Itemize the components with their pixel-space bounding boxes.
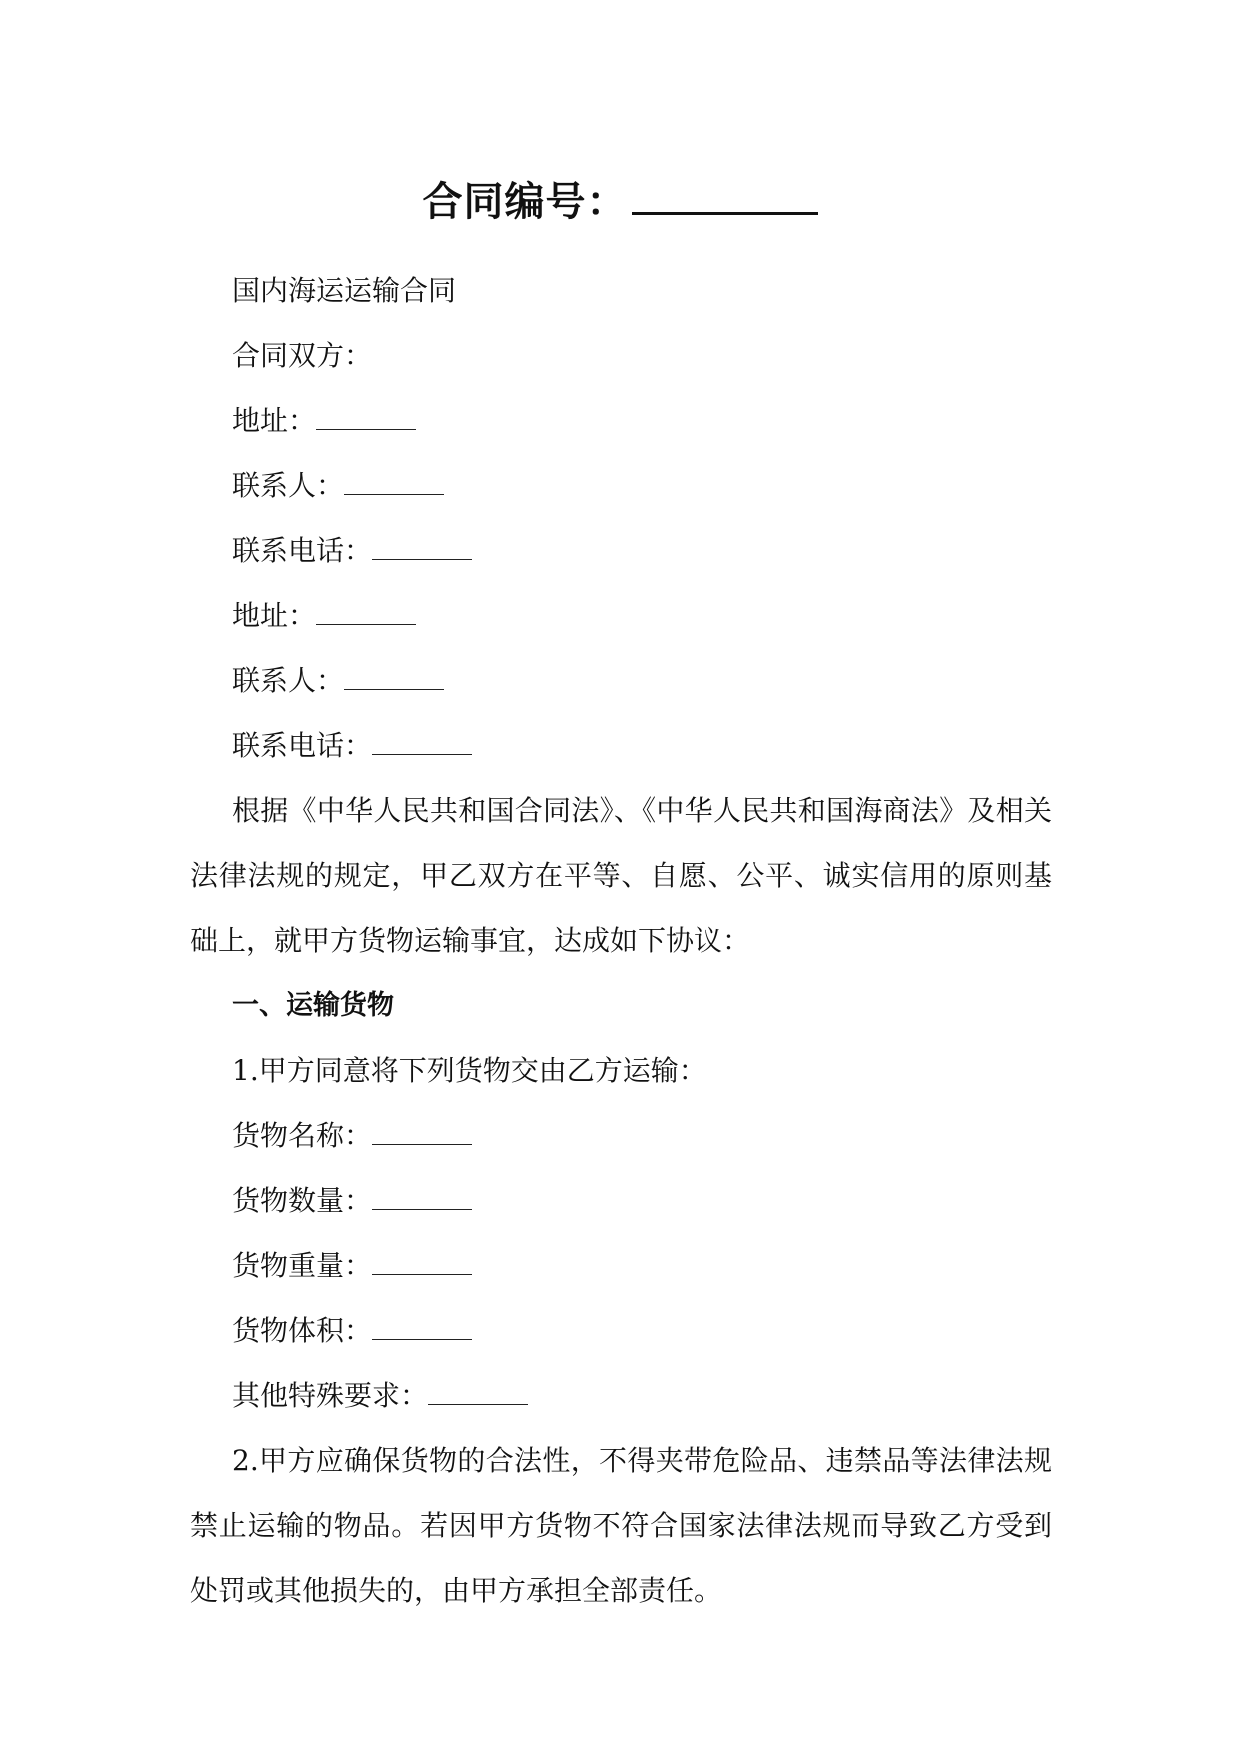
party-b-address-label: 地址：: [232, 599, 317, 632]
special-requirements-blank[interactable]: [428, 1382, 528, 1405]
party-a-contact-line: [190, 453, 1052, 518]
cargo-name-blank[interactable]: [372, 1122, 472, 1145]
section-1-heading: 一、运输货物: [232, 990, 394, 1021]
cargo-name-line: [190, 1103, 1052, 1168]
cargo-volume-blank[interactable]: [372, 1317, 472, 1340]
party-a-phone-label: 联系电话：: [232, 534, 373, 567]
party-b-phone-label: 联系电话：: [232, 729, 373, 762]
party-a-address-blank[interactable]: [316, 407, 416, 430]
party-b-address-blank[interactable]: [316, 602, 416, 625]
clause-2-paragraph: 2.甲方应确保货物的合法性，不得夹带危险品、违禁品等法律法规禁止运输的物品。若因甲方货物不符合国家法律法规而导致乙方受到处罚或其他损失的，由甲方承担全部责任。: [190, 1444, 1052, 1607]
cargo-weight-line: [190, 1233, 1052, 1298]
party-b-contact-label: 联系人：: [232, 664, 345, 697]
party-a-phone-line: [190, 518, 1052, 583]
preamble-paragraph: 根据《中华人民共和国合同法》、《中华人民共和国海商法》及相关法律法规的规定，甲乙双方在平等、自愿、公平、诚实信用的原则基础上，就甲方货物运输事宜，达成如下协议：: [190, 794, 1052, 957]
party-a-address-label: 地址：: [232, 404, 317, 437]
party-b-address-line: [190, 583, 1052, 648]
special-requirements-line: [190, 1363, 1052, 1428]
cargo-weight-label: 货物重量：: [232, 1249, 373, 1282]
contract-number-label: 合同编号：: [422, 179, 628, 225]
party-b-phone-line: [190, 713, 1052, 778]
cargo-name-label: 货物名称：: [232, 1119, 373, 1152]
parties-label: 合同双方：: [232, 339, 373, 372]
cargo-volume-line: [190, 1298, 1052, 1363]
cargo-volume-label: 货物体积：: [232, 1314, 373, 1347]
document-body: [190, 258, 1052, 1623]
party-a-contact-blank[interactable]: [344, 472, 444, 495]
party-a-phone-blank[interactable]: [372, 537, 472, 560]
special-requirements-label: 其他特殊要求：: [232, 1379, 429, 1412]
party-a-contact-label: 联系人：: [232, 469, 345, 502]
cargo-weight-blank[interactable]: [372, 1252, 472, 1275]
cargo-quantity-label: 货物数量：: [232, 1184, 373, 1217]
contract-subtitle: 国内海运运输合同: [232, 274, 457, 307]
contract-number-blank[interactable]: [632, 208, 818, 215]
party-b-contact-blank[interactable]: [344, 667, 444, 690]
contract-number-heading: [0, 176, 1240, 228]
cargo-quantity-line: [190, 1168, 1052, 1233]
clause-1: 1.甲方同意将下列货物交由乙方运输：: [232, 1054, 707, 1087]
cargo-quantity-blank[interactable]: [372, 1187, 472, 1210]
party-b-phone-blank[interactable]: [372, 732, 472, 755]
party-a-address-line: [190, 388, 1052, 453]
party-b-contact-line: [190, 648, 1052, 713]
